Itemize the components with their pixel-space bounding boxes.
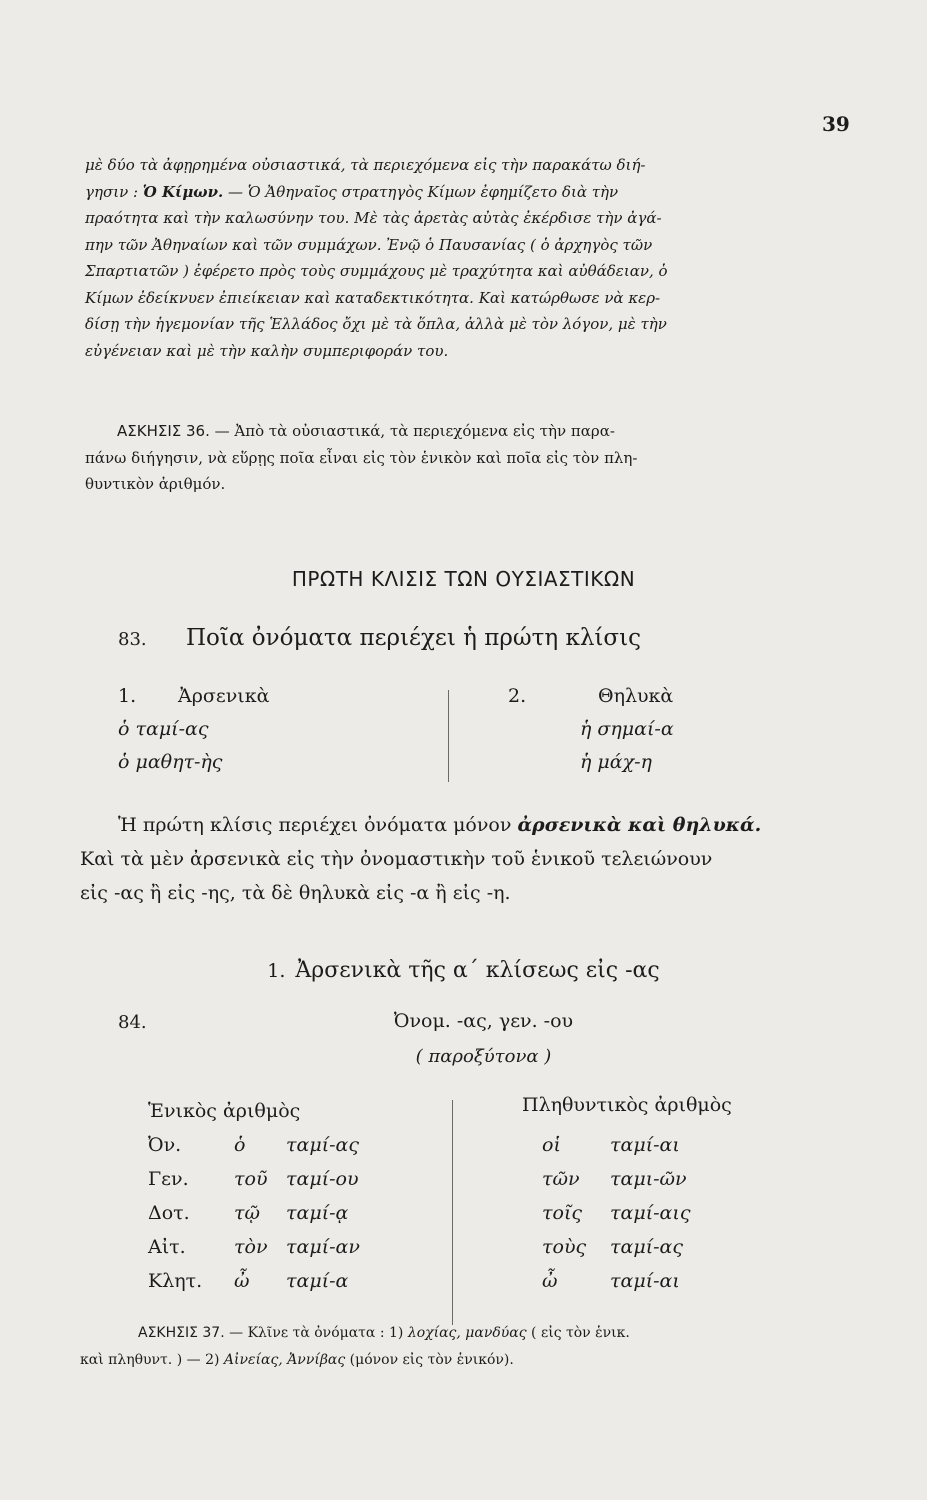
singular-form: ταμί-ᾳ: [286, 1202, 349, 1224]
column-heading: Ἀρσενικὰ: [178, 685, 270, 707]
plural-article: οἱ: [542, 1134, 561, 1156]
exercise-label: ΑΣΚΗΣΙΣ 36.: [117, 422, 210, 440]
plural-form: ταμί-αις: [610, 1202, 691, 1224]
rule-text: Ἡ πρώτη κλίσις περιέχει ὀνόματα μόνον: [118, 814, 518, 836]
case-label: Κλητ.: [148, 1270, 203, 1292]
exercise-line: θυντικὸν ἀριθμόν.: [85, 475, 226, 493]
singular-article: ὦ: [234, 1270, 250, 1292]
table-row: [148, 1134, 848, 1168]
column-number: 2.: [508, 685, 527, 707]
section-1-heading: [0, 958, 927, 983]
intro-text: γησιν :: [85, 182, 143, 201]
plural-article: τοῖς: [542, 1202, 583, 1224]
plural-article: ὦ: [542, 1270, 558, 1292]
exercise-text: — Ἀπὸ τὰ οὐσιαστικά, τὰ περιεχόμενα εἰς τὴν παρα-: [209, 422, 615, 440]
intro-line: μὲ δύο τὰ ἀφῃρημένα οὐσιαστικά, τὰ περιεχόμενα εἰς τὴν παρακάτω διή-: [85, 156, 646, 174]
column-divider: [448, 690, 449, 782]
item-84-number: 84.: [118, 1012, 147, 1033]
rule-line: Καὶ τὰ μὲν ἀρσενικὰ εἰς τὴν ὀνομαστικὴν τοῦ ἑνικοῦ τελειώνουν: [80, 848, 713, 870]
plural-form: ταμί-αι: [610, 1270, 680, 1292]
section-number: 1.: [267, 960, 286, 982]
section-title: ΠΡΩΤΗ ΚΛΙΣΙΣ ΤΩΝ ΟΥΣΙΑΣΤΙΚΩΝ: [291, 567, 636, 591]
example-word: ὁ ταμί-ας: [118, 718, 209, 740]
plural-article: τοὺς: [542, 1236, 587, 1258]
column-number: 1.: [118, 685, 137, 707]
column-header: [118, 680, 269, 713]
exercise-line: [85, 418, 820, 445]
plural-form: ταμι-ῶν: [610, 1168, 687, 1190]
story-title: Ὁ Κίμων.: [142, 182, 224, 201]
stress-note: ( παροξύτονα ): [415, 1046, 552, 1067]
example-word: ἡ σημαί-α: [580, 718, 674, 740]
intro-line: δίσῃ τὴν ἡγεμονίαν τῆς Ἑλλάδος ὄχι μὲ τὰ ὅπλα, ἀλλὰ μὲ τὸν λόγον, μὲ τὴν: [85, 315, 667, 333]
singular-form: ταμί-ας: [286, 1134, 360, 1156]
exercise-text: (μόνον εἰς τὸν ἑνικόν).: [345, 1352, 514, 1368]
singular-article: ὁ: [234, 1134, 246, 1156]
exercise-line: πάνω διήγησιν, νὰ εὕρῃς ποῖα εἶναι εἰς τὸν ἑνικὸν καὶ ποῖα εἰς τὸν πλη-: [85, 448, 638, 467]
exercise-words: Αἰνείας, Ἀννίβας: [223, 1352, 346, 1368]
singular-article: τὸν: [234, 1236, 268, 1258]
question-83-heading: [118, 625, 641, 651]
table-row: [148, 1168, 848, 1202]
intro-text: — Ὁ Ἀθηναῖος στρατηγὸς Κίμων ἐφημίζετο διὰ τὴν: [223, 182, 619, 201]
exercise-line: [80, 1347, 830, 1374]
case-label: Αἰτ.: [148, 1236, 186, 1258]
column-heading: Θηλυκὰ: [598, 685, 674, 707]
rule-paragraph: [80, 808, 825, 910]
plural-article: τῶν: [542, 1168, 580, 1190]
intro-paragraph: [85, 152, 820, 364]
singular-form: ταμί-αν: [286, 1236, 360, 1258]
singular-form: ταμί-α: [286, 1270, 349, 1292]
exercise-line: [80, 1320, 830, 1347]
example-word: ὁ μαθητ-ὴς: [118, 751, 223, 773]
intro-line: πραότητα καὶ τὴν καλωσύνην του. Μὲ τὰς ἀρετὰς αὐτὰς ἐκέρδισε τὴν ἀγά-: [85, 209, 662, 227]
question-number: 83.: [118, 629, 147, 650]
declension-table: [148, 1134, 848, 1304]
intro-line: Σπαρτιατῶν ) ἐφέρετο πρὸς τοὺς συμμάχους μὲ τραχύτητα καὶ αὐθάδειαν, ὁ: [85, 262, 668, 280]
plural-form: ταμί-αι: [610, 1134, 680, 1156]
exercise-text: ( εἰς τὸν ἑνικ.: [526, 1325, 630, 1341]
exercise-text: — Κλῖνε τὰ ὀνόματα : 1): [224, 1325, 408, 1341]
question-title: Ποῖα ὀνόματα περιέχει ἡ πρώτη κλίσις: [186, 625, 642, 651]
feminine-column: [508, 680, 674, 779]
column-header: [508, 680, 674, 713]
case-label: Δοτ.: [148, 1202, 190, 1224]
page-number: 39: [822, 112, 850, 136]
exercise-text: καὶ πληθυντ. ) — 2): [80, 1352, 224, 1368]
case-label: Γεν.: [148, 1168, 189, 1190]
masculine-column: [118, 680, 269, 779]
intro-line: [85, 179, 820, 206]
rule-line: εἰς -ας ἢ εἰς -ης, τὰ δὲ θηλυκὰ εἰς -α ἢ εἰς -η.: [80, 882, 511, 904]
example-word: ἡ μάχ-η: [580, 751, 652, 773]
singular-header: Ἑνικὸς ἀριθμὸς: [148, 1100, 301, 1122]
exercise-words: λοχίας, μανδύας: [407, 1325, 527, 1341]
rule-emphasis: ἀρσενικὰ καὶ θηλυκά.: [517, 814, 762, 836]
exercise-37: [80, 1320, 830, 1374]
case-label: Ὀν.: [148, 1134, 182, 1156]
intro-line: εὐγένειαν καὶ μὲ τὴν καλὴν συμπεριφοράν του.: [85, 341, 449, 360]
plural-header: Πληθυντικὸς ἀριθμὸς: [522, 1094, 732, 1116]
intro-line: πην τῶν Ἀθηναίων καὶ τῶν συμμάχων. Ἐνῷ ὁ Παυσανίας ( ὁ ἀρχηγὸς τῶν: [85, 235, 653, 254]
nominative-ending: Ὀνομ. -ας, γεν. -ου: [393, 1010, 574, 1032]
section-heading-text: Ἀρσενικὰ τῆς α΄ κλίσεως εἰς -ας: [295, 958, 660, 983]
intro-line: Κίμων ἐδείκνυεν ἐπιείκειαν καὶ καταδεκτικότητα. Καὶ κατώρθωσε νὰ κερ-: [85, 288, 661, 307]
singular-article: τῷ: [234, 1202, 261, 1224]
table-row: [148, 1270, 848, 1304]
singular-article: τοῦ: [234, 1168, 268, 1190]
table-row: [148, 1202, 848, 1236]
table-row: [148, 1236, 848, 1270]
singular-form: ταμί-ου: [286, 1168, 359, 1190]
exercise-label: ΑΣΚΗΣΙΣ 37.: [138, 1325, 225, 1341]
rule-line: [80, 808, 825, 842]
plural-form: ταμί-ας: [610, 1236, 684, 1258]
exercise-36: [85, 418, 820, 498]
